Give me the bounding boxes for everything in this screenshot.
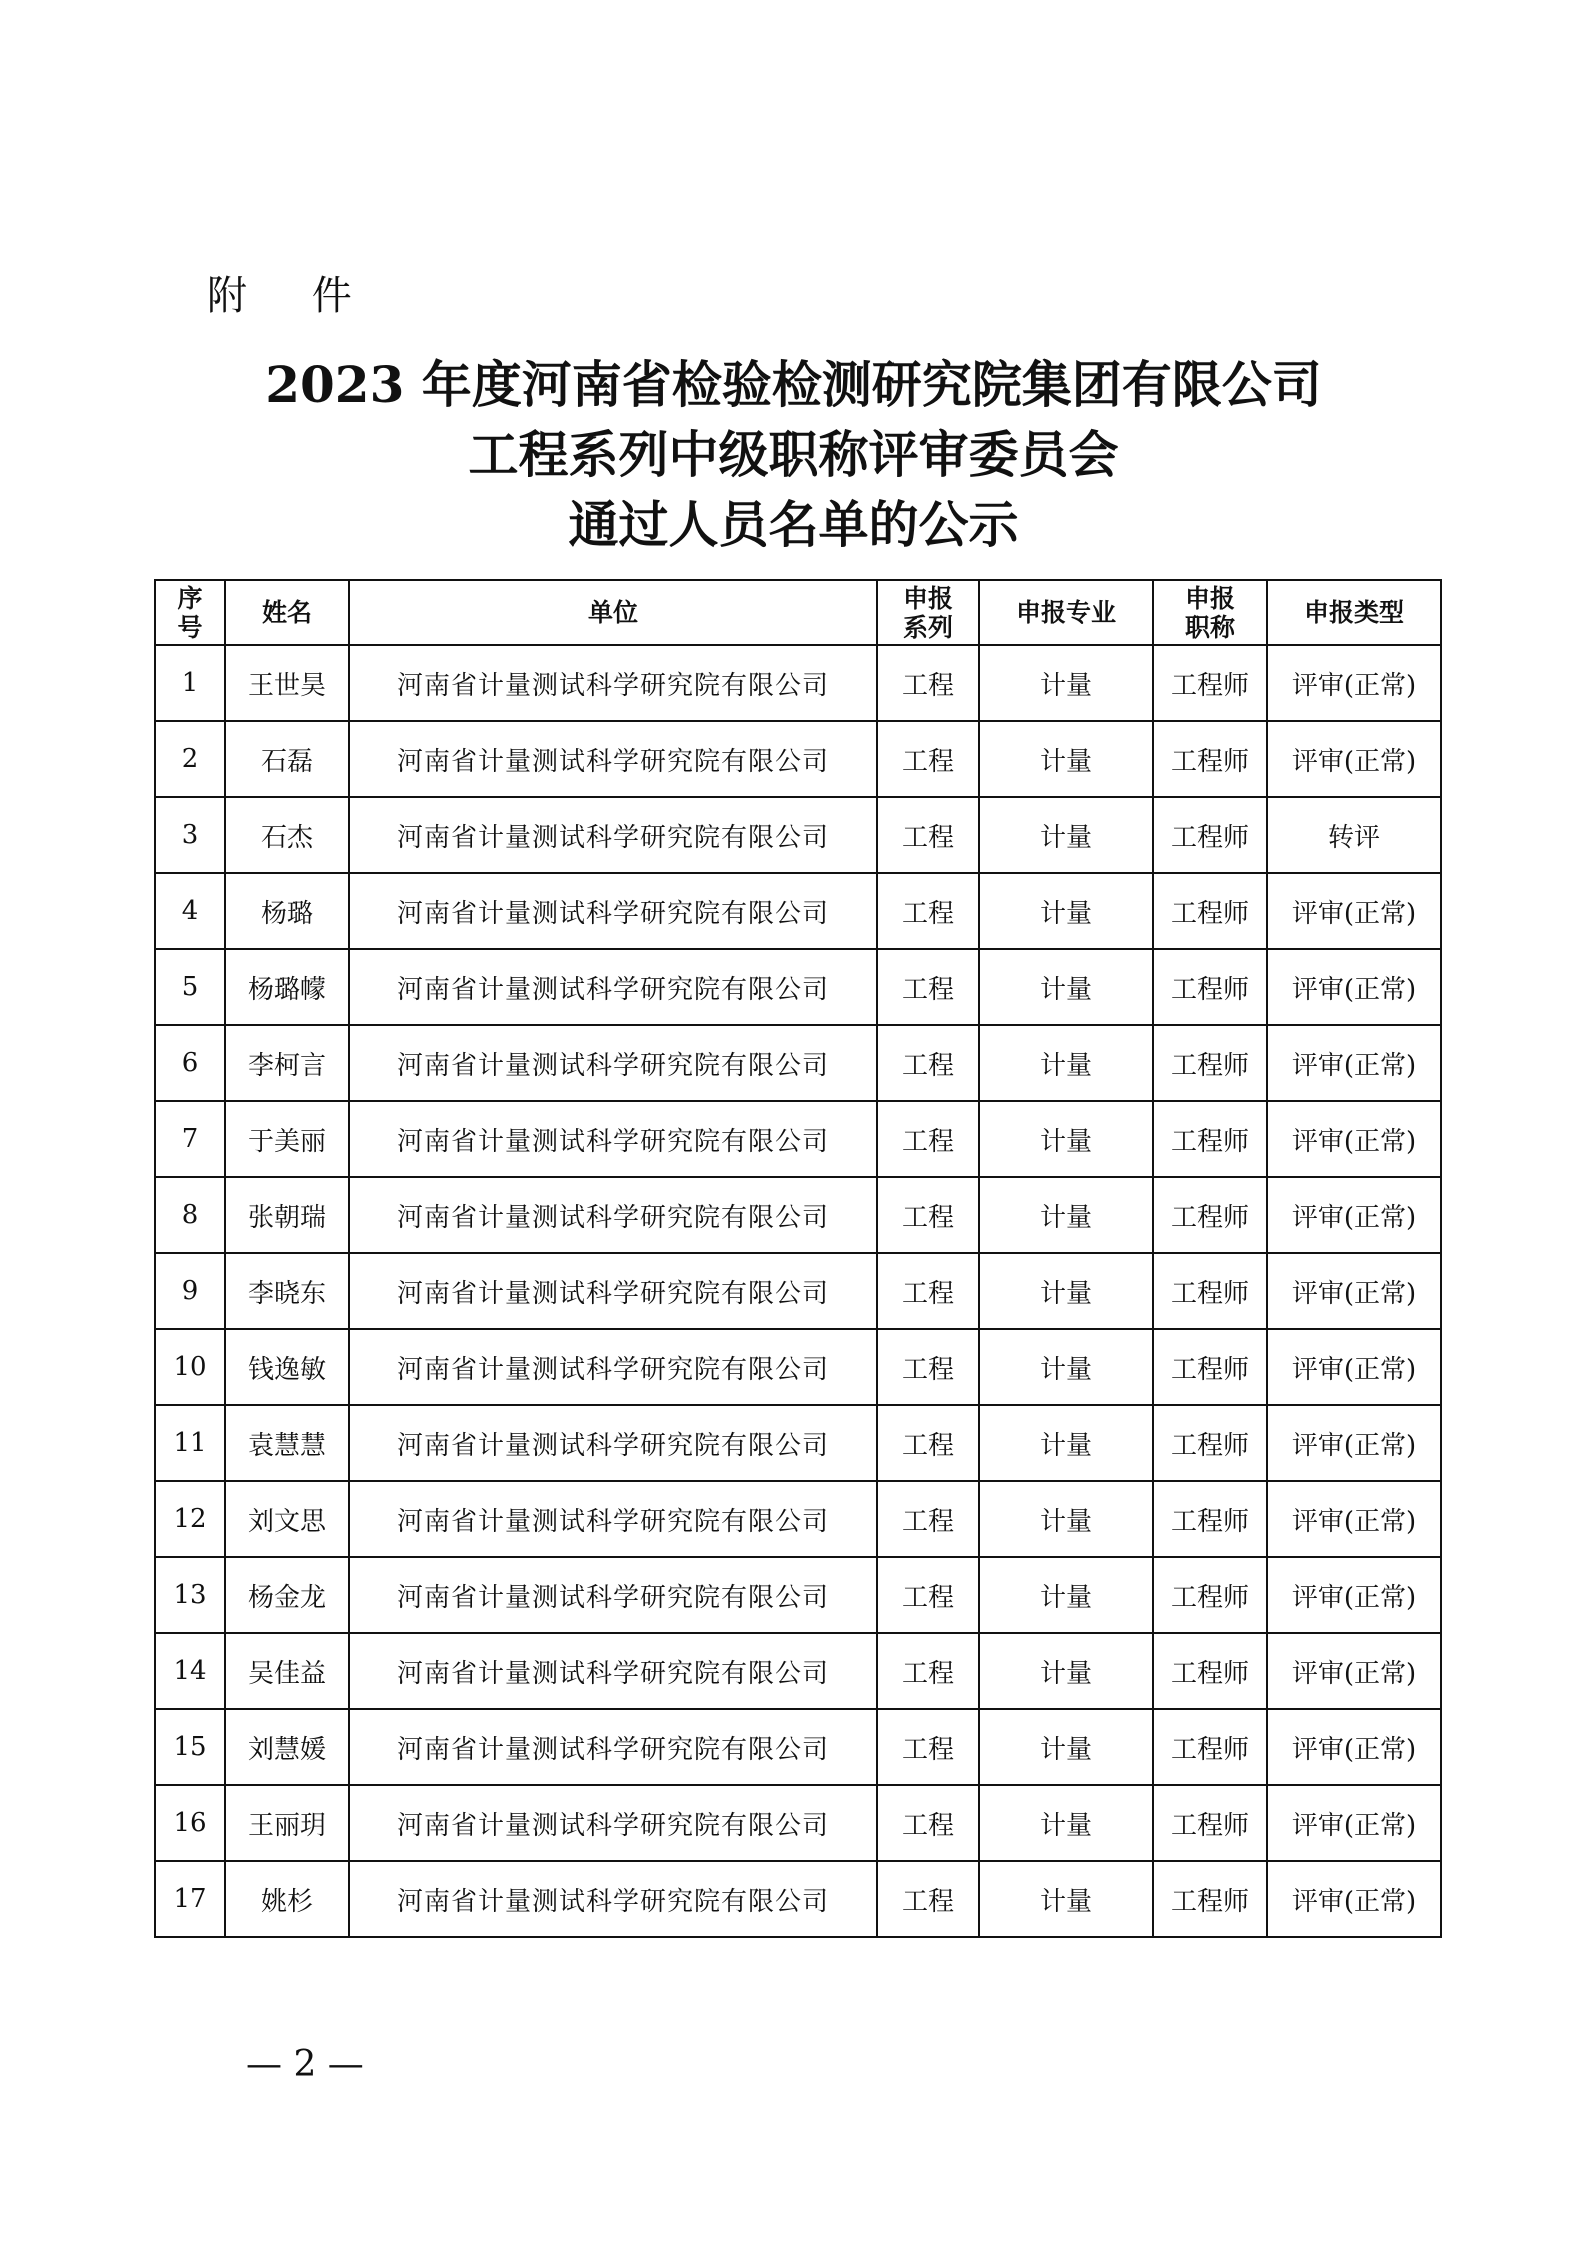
cell-type: 评审(正常) bbox=[1267, 1101, 1441, 1177]
cell-title: 工程师 bbox=[1153, 1481, 1267, 1557]
cell-series: 工程 bbox=[877, 1253, 979, 1329]
cell-seq: 8 bbox=[155, 1177, 225, 1253]
cell-series: 工程 bbox=[877, 1557, 979, 1633]
cell-name: 杨金龙 bbox=[225, 1557, 349, 1633]
cell-seq: 4 bbox=[155, 873, 225, 949]
cell-seq: 11 bbox=[155, 1405, 225, 1481]
cell-type: 评审(正常) bbox=[1267, 1633, 1441, 1709]
cell-specialty: 计量 bbox=[979, 1481, 1153, 1557]
cell-title: 工程师 bbox=[1153, 1329, 1267, 1405]
cell-series: 工程 bbox=[877, 1633, 979, 1709]
header-seq: 序 号 bbox=[155, 580, 225, 645]
cell-name: 杨璐幪 bbox=[225, 949, 349, 1025]
cell-seq: 5 bbox=[155, 949, 225, 1025]
cell-title: 工程师 bbox=[1153, 1177, 1267, 1253]
cell-type: 评审(正常) bbox=[1267, 1025, 1441, 1101]
cell-series: 工程 bbox=[877, 1785, 979, 1861]
cell-type: 评审(正常) bbox=[1267, 1709, 1441, 1785]
table-row bbox=[155, 1253, 1441, 1329]
table-header-row bbox=[155, 580, 1441, 645]
cell-seq: 1 bbox=[155, 645, 225, 721]
cell-specialty: 计量 bbox=[979, 1101, 1153, 1177]
cell-type: 评审(正常) bbox=[1267, 1329, 1441, 1405]
table-body bbox=[155, 645, 1441, 1937]
cell-type: 评审(正常) bbox=[1267, 949, 1441, 1025]
cell-title: 工程师 bbox=[1153, 1633, 1267, 1709]
cell-series: 工程 bbox=[877, 949, 979, 1025]
table-row bbox=[155, 1633, 1441, 1709]
header-type: 申报类型 bbox=[1267, 580, 1441, 645]
cell-specialty: 计量 bbox=[979, 1785, 1153, 1861]
cell-type: 评审(正常) bbox=[1267, 1253, 1441, 1329]
header-series: 申报 系列 bbox=[877, 580, 979, 645]
cell-specialty: 计量 bbox=[979, 645, 1153, 721]
cell-seq: 10 bbox=[155, 1329, 225, 1405]
cell-series: 工程 bbox=[877, 1405, 979, 1481]
cell-seq: 14 bbox=[155, 1633, 225, 1709]
cell-series: 工程 bbox=[877, 1709, 979, 1785]
cell-title: 工程师 bbox=[1153, 873, 1267, 949]
cell-name: 杨璐 bbox=[225, 873, 349, 949]
cell-title: 工程师 bbox=[1153, 1861, 1267, 1937]
cell-unit: 河南省计量测试科学研究院有限公司 bbox=[349, 873, 877, 949]
header-title: 申报 职称 bbox=[1153, 580, 1267, 645]
cell-series: 工程 bbox=[877, 1481, 979, 1557]
cell-unit: 河南省计量测试科学研究院有限公司 bbox=[349, 949, 877, 1025]
cell-series: 工程 bbox=[877, 1025, 979, 1101]
cell-unit: 河南省计量测试科学研究院有限公司 bbox=[349, 1025, 877, 1101]
cell-specialty: 计量 bbox=[979, 1025, 1153, 1101]
cell-unit: 河南省计量测试科学研究院有限公司 bbox=[349, 1329, 877, 1405]
cell-title: 工程师 bbox=[1153, 1101, 1267, 1177]
cell-name: 王丽玥 bbox=[225, 1785, 349, 1861]
cell-title: 工程师 bbox=[1153, 1405, 1267, 1481]
table-row bbox=[155, 1101, 1441, 1177]
cell-type: 评审(正常) bbox=[1267, 1481, 1441, 1557]
cell-series: 工程 bbox=[877, 1177, 979, 1253]
cell-seq: 13 bbox=[155, 1557, 225, 1633]
cell-name: 吴佳益 bbox=[225, 1633, 349, 1709]
cell-specialty: 计量 bbox=[979, 1633, 1153, 1709]
cell-specialty: 计量 bbox=[979, 1861, 1153, 1937]
cell-name: 王世昊 bbox=[225, 645, 349, 721]
table-row bbox=[155, 1709, 1441, 1785]
cell-specialty: 计量 bbox=[979, 1253, 1153, 1329]
cell-seq: 3 bbox=[155, 797, 225, 873]
title-line-3: 通过人员名单的公示 bbox=[568, 495, 1019, 554]
cell-series: 工程 bbox=[877, 1101, 979, 1177]
cell-unit: 河南省计量测试科学研究院有限公司 bbox=[349, 1177, 877, 1253]
table-row bbox=[155, 873, 1441, 949]
table-row bbox=[155, 1405, 1441, 1481]
cell-unit: 河南省计量测试科学研究院有限公司 bbox=[349, 721, 877, 797]
cell-specialty: 计量 bbox=[979, 1329, 1153, 1405]
cell-series: 工程 bbox=[877, 1329, 979, 1405]
cell-type: 评审(正常) bbox=[1267, 645, 1441, 721]
table-row bbox=[155, 1177, 1441, 1253]
cell-unit: 河南省计量测试科学研究院有限公司 bbox=[349, 1481, 877, 1557]
cell-name: 钱逸敏 bbox=[225, 1329, 349, 1405]
cell-unit: 河南省计量测试科学研究院有限公司 bbox=[349, 645, 877, 721]
cell-name: 刘文思 bbox=[225, 1481, 349, 1557]
cell-name: 姚杉 bbox=[225, 1861, 349, 1937]
cell-series: 工程 bbox=[877, 797, 979, 873]
cell-seq: 17 bbox=[155, 1861, 225, 1937]
cell-specialty: 计量 bbox=[979, 1177, 1153, 1253]
cell-type: 评审(正常) bbox=[1267, 1861, 1441, 1937]
cell-title: 工程师 bbox=[1153, 1025, 1267, 1101]
cell-unit: 河南省计量测试科学研究院有限公司 bbox=[349, 1253, 877, 1329]
cell-title: 工程师 bbox=[1153, 645, 1267, 721]
cell-title: 工程师 bbox=[1153, 1253, 1267, 1329]
table-row bbox=[155, 645, 1441, 721]
cell-name: 于美丽 bbox=[225, 1101, 349, 1177]
cell-seq: 15 bbox=[155, 1709, 225, 1785]
cell-type: 评审(正常) bbox=[1267, 873, 1441, 949]
cell-type: 转评 bbox=[1267, 797, 1441, 873]
table-row bbox=[155, 797, 1441, 873]
cell-name: 石磊 bbox=[225, 721, 349, 797]
page-number: — 2 — bbox=[246, 2044, 364, 2085]
cell-seq: 9 bbox=[155, 1253, 225, 1329]
table-row bbox=[155, 1481, 1441, 1557]
cell-specialty: 计量 bbox=[979, 873, 1153, 949]
cell-title: 工程师 bbox=[1153, 1785, 1267, 1861]
roster-table bbox=[154, 579, 1442, 1938]
cell-specialty: 计量 bbox=[979, 721, 1153, 797]
cell-specialty: 计量 bbox=[979, 949, 1153, 1025]
cell-name: 石杰 bbox=[225, 797, 349, 873]
cell-name: 刘慧媛 bbox=[225, 1709, 349, 1785]
attachment-label: 附 件 bbox=[207, 273, 378, 319]
title-line-2: 工程系列中级职称评审委员会 bbox=[468, 425, 1119, 484]
cell-name: 袁慧慧 bbox=[225, 1405, 349, 1481]
header-unit: 单位 bbox=[349, 580, 877, 645]
cell-title: 工程师 bbox=[1153, 1709, 1267, 1785]
cell-series: 工程 bbox=[877, 645, 979, 721]
cell-type: 评审(正常) bbox=[1267, 1557, 1441, 1633]
cell-title: 工程师 bbox=[1153, 721, 1267, 797]
table-row bbox=[155, 1329, 1441, 1405]
cell-specialty: 计量 bbox=[979, 1557, 1153, 1633]
cell-name: 李柯言 bbox=[225, 1025, 349, 1101]
cell-unit: 河南省计量测试科学研究院有限公司 bbox=[349, 1101, 877, 1177]
cell-name: 张朝瑞 bbox=[225, 1177, 349, 1253]
table-row bbox=[155, 1785, 1441, 1861]
table-row bbox=[155, 1861, 1441, 1937]
cell-specialty: 计量 bbox=[979, 797, 1153, 873]
cell-unit: 河南省计量测试科学研究院有限公司 bbox=[349, 797, 877, 873]
cell-name: 李晓东 bbox=[225, 1253, 349, 1329]
table-row bbox=[155, 721, 1441, 797]
cell-seq: 2 bbox=[155, 721, 225, 797]
cell-specialty: 计量 bbox=[979, 1709, 1153, 1785]
cell-seq: 16 bbox=[155, 1785, 225, 1861]
cell-seq: 6 bbox=[155, 1025, 225, 1101]
cell-series: 工程 bbox=[877, 873, 979, 949]
cell-unit: 河南省计量测试科学研究院有限公司 bbox=[349, 1405, 877, 1481]
cell-type: 评审(正常) bbox=[1267, 1785, 1441, 1861]
cell-series: 工程 bbox=[877, 1861, 979, 1937]
cell-unit: 河南省计量测试科学研究院有限公司 bbox=[349, 1709, 877, 1785]
cell-unit: 河南省计量测试科学研究院有限公司 bbox=[349, 1633, 877, 1709]
cell-title: 工程师 bbox=[1153, 1557, 1267, 1633]
cell-seq: 7 bbox=[155, 1101, 225, 1177]
cell-unit: 河南省计量测试科学研究院有限公司 bbox=[349, 1785, 877, 1861]
cell-type: 评审(正常) bbox=[1267, 1405, 1441, 1481]
table-row bbox=[155, 1025, 1441, 1101]
cell-seq: 12 bbox=[155, 1481, 225, 1557]
title-line-1: 2023 年度河南省检验检测研究院集团有限公司 bbox=[265, 355, 1322, 414]
table-row bbox=[155, 949, 1441, 1025]
cell-title: 工程师 bbox=[1153, 797, 1267, 873]
cell-type: 评审(正常) bbox=[1267, 1177, 1441, 1253]
cell-unit: 河南省计量测试科学研究院有限公司 bbox=[349, 1861, 877, 1937]
header-specialty: 申报专业 bbox=[979, 580, 1153, 645]
cell-type: 评审(正常) bbox=[1267, 721, 1441, 797]
table-row bbox=[155, 1557, 1441, 1633]
document-title bbox=[0, 350, 1587, 560]
cell-unit: 河南省计量测试科学研究院有限公司 bbox=[349, 1557, 877, 1633]
cell-series: 工程 bbox=[877, 721, 979, 797]
header-name: 姓名 bbox=[225, 580, 349, 645]
cell-specialty: 计量 bbox=[979, 1405, 1153, 1481]
cell-title: 工程师 bbox=[1153, 949, 1267, 1025]
